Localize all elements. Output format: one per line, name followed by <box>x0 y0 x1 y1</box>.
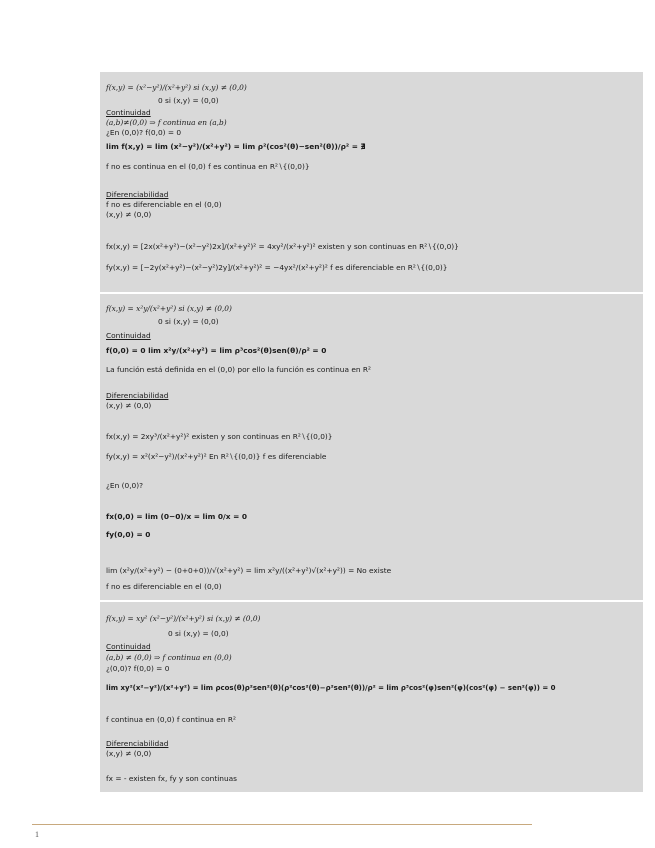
partial-derivative-y: fy(x,y) = [−2y(x²+y²)−(x²−y²)2y]/(x²+y²)² = −4yx²/(x²+y²)² f es diferenciable en R²∖{(0,0)} <box>106 263 448 272</box>
limit-line: f(0,0) = 0 lim x²y/(x²+y²) = lim ρ³cos²(θ)sen(θ)/ρ² = 0 <box>106 346 327 355</box>
function-definition: f(x,y) = (x²−y²)/(x²+y²) si (x,y) ≠ (0,0) <box>106 83 247 92</box>
function-definition: f(x,y) = xy² (x²−y²)/(x²+y²) si (x,y) ≠ (0,0) <box>106 614 261 623</box>
function-definition-origin: 0 si (x,y) = (0,0) <box>158 96 219 105</box>
function-definition: f(x,y) = x²y/(x²+y²) si (x,y) ≠ (0,0) <box>106 304 232 313</box>
page-number: 1 <box>35 830 39 839</box>
text-line: La función está definida en el (0,0) por ello la función es continua en R² <box>106 365 372 374</box>
heading-continuidad: Continuidad <box>106 108 151 117</box>
text-line: (x,y) ≠ (0,0) <box>106 749 152 758</box>
text-line: ¿(0,0)? f(0,0) = 0 <box>106 664 170 673</box>
text-line: ¿En (0,0)? f(0,0) = 0 <box>106 128 182 137</box>
text-line: fx = - existen fx, fy y son continuas <box>106 774 238 783</box>
heading-diferenciabilidad: Diferenciabilidad <box>106 190 169 199</box>
text-line: f no es diferenciable en el (0,0) <box>106 582 222 591</box>
partial-derivative-x: fx(x,y) = [2x(x²+y²)−(x²−y²)2x]/(x²+y²)² = 4xy²/(x²+y²)² existen y son continuas en R²∖{(0,0)} <box>106 242 459 251</box>
partial-derivative-y: fy(x,y) = x²(x²−y²)/(x²+y²)² En R²∖{(0,0)} f es diferenciable <box>106 452 327 461</box>
limit-line: lim xy²(x²−y²)/(x²+y²) = lim ρcos(θ)ρ²sen²(θ)(ρ²cos²(θ)−ρ²sen²(θ))/ρ² = lim ρ³cos²(φ)sen²(φ)(cos²(φ) − sen²(φ)) = 0 <box>106 684 556 692</box>
partial-derivative-x: fx(x,y) = 2xy³/(x²+y²)² existen y son continuas en R²∖{(0,0)} <box>106 432 333 441</box>
heading-diferenciabilidad: Diferenciabilidad <box>106 391 169 400</box>
section-panel-1 <box>100 72 643 292</box>
function-definition-origin: 0 si (x,y) = (0,0) <box>158 317 219 326</box>
text-line: (x,y) ≠ (0,0) <box>106 401 152 410</box>
heading-continuidad: Continuidad <box>106 642 151 651</box>
section-panel-3 <box>100 602 643 792</box>
text-line: (x,y) ≠ (0,0) <box>106 210 152 219</box>
text-line: f no es continua en el (0,0) f es continua en R²∖{(0,0)} <box>106 162 310 171</box>
partial-at-origin-y: fy(0,0) = 0 <box>106 530 151 539</box>
text-line: f no es diferenciable en el (0,0) <box>106 200 222 209</box>
text-line: (a,b)≠(0,0) ⇒ f continua en (a,b) <box>106 118 227 127</box>
function-definition-origin: 0 si (x,y) = (0,0) <box>168 629 229 638</box>
partial-at-origin-x: fx(0,0) = lim (0−0)/x = lim 0/x = 0 <box>106 512 247 521</box>
heading-diferenciabilidad: Diferenciabilidad <box>106 739 169 748</box>
text-line: f continua en (0,0) f continua en R² <box>106 715 236 724</box>
limit-line: lim (x²y/(x²+y²) − (0+0+0))/√(x²+y²) = lim x²y/((x²+y²)√(x²+y²)) = No existe <box>106 566 392 575</box>
limit-line: lim f(x,y) = lim (x²−y²)/(x²+y²) = lim ρ²(cos²(θ)−sen²(θ))/ρ² = ∄ <box>106 142 366 151</box>
text-line: (a,b) ≠ (0,0) ⇒ f continua en (0,0) <box>106 653 232 662</box>
footer-rule <box>32 824 532 825</box>
heading-continuidad: Continuidad <box>106 331 151 340</box>
text-line: ¿En (0,0)? <box>106 481 144 490</box>
section-panel-2 <box>100 294 643 600</box>
